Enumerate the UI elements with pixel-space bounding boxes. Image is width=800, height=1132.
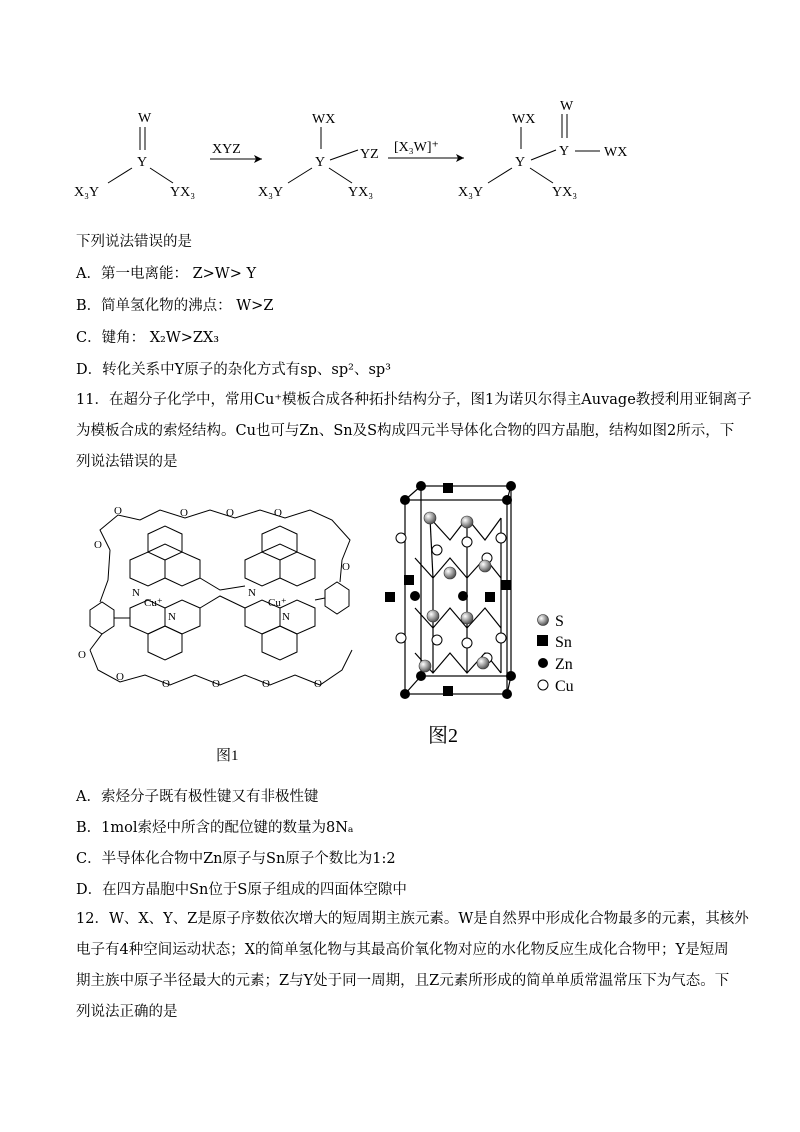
q10-option-b: B．简单氢化物的沸点： W>Z xyxy=(76,298,274,314)
fig1-n-4: N xyxy=(282,611,290,623)
legend-zn: Zn xyxy=(555,656,573,673)
mol3-top-right: W xyxy=(560,99,574,114)
fig1-o-6: O xyxy=(342,561,350,573)
figure2-caption: 图2 xyxy=(428,725,458,747)
q12-line-3: 期主族中原子半径最大的元素；Z与Y处于同一周期，且Z元素所形成的简单单质常温常压下为气态。下 xyxy=(76,973,730,989)
fig1-cu-2: Cu⁺ xyxy=(268,597,287,609)
q10-option-d: D．转化关系中Y原子的杂化方式有sp、sp²、sp³ xyxy=(76,362,391,378)
q12-line-4: 列说法正确的是 xyxy=(76,1004,178,1020)
fig1-o-8: O xyxy=(116,671,124,683)
mol3-mid: Y xyxy=(559,144,570,159)
fig1-o-2: O xyxy=(180,507,188,519)
q11-line-2: 为模板合成的索烃结构。Cu也可与Zn、Sn及S构成四元半导体化合物的四方晶胞，结构如图2所示，下 xyxy=(76,423,735,439)
mol2-top: WX xyxy=(312,112,336,127)
figure1-catenane xyxy=(70,490,370,710)
fig1-o-4: O xyxy=(274,507,282,519)
mol1-right: YX₃ xyxy=(170,185,196,200)
q10-option-a: A．第一电离能： Z>W> Y xyxy=(76,266,257,282)
q11-line-1: 11．在超分子化学中，常用Cu⁺模板合成各种拓扑结构分子，图1为诺贝尔得主Auvage教授利用亚铜离子 xyxy=(76,392,752,408)
mol3-right: YX₃ xyxy=(552,185,578,200)
q11-option-c: C．半导体化合物中Zn原子与Sn原子个数比为1:2 xyxy=(76,851,396,867)
fig1-o-10: O xyxy=(212,678,220,690)
fig1-o-11: O xyxy=(262,678,270,690)
legend-cu: Cu xyxy=(555,678,574,695)
q11-option-b: B．1mol索烃中所含的配位键的数量为8Nₐ xyxy=(76,820,354,836)
fig1-o-12: O xyxy=(314,678,322,690)
mol1-center: Y xyxy=(137,155,148,170)
arrow1-reagent: XYZ xyxy=(212,142,241,157)
fig1-o-1: O xyxy=(114,505,122,517)
legend-sn: Sn xyxy=(555,634,572,651)
q10-option-c: C．键角： X₂W>ZX₃ xyxy=(76,330,220,346)
mol2-center: Y xyxy=(315,155,326,170)
mol2-right: YX₃ xyxy=(348,185,374,200)
q11-line-3: 列说法错误的是 xyxy=(76,454,178,470)
arrow2-reagent: [X₃W]⁺ xyxy=(394,140,439,155)
q12-line-2: 电子有4种空间运动状态；X的简单氢化物与其最高价氧化物对应的水化物反应生成化合物甲；Y是短周 xyxy=(76,942,729,958)
figure2-unit-cell xyxy=(375,478,595,708)
mol1-top: W xyxy=(138,111,152,126)
legend-s: S xyxy=(555,613,564,630)
q10-stem: 下列说法错误的是 xyxy=(76,234,192,250)
q11-option-a: A．索烃分子既有极性键又有非极性键 xyxy=(76,789,319,805)
mol3-top-left: WX xyxy=(512,112,536,127)
fig1-o-5: O xyxy=(94,539,102,551)
figure1-caption: 图1 xyxy=(216,748,239,764)
fig1-o-3: O xyxy=(226,507,234,519)
mol3-mid-sub: WX xyxy=(604,145,628,160)
q11-option-d: D．在四方晶胞中Sn位于S原子组成的四面体空隙中 xyxy=(76,882,407,898)
mol2-left: X₃Y xyxy=(258,185,284,200)
mol2-sub: YZ xyxy=(360,147,379,162)
fig1-n-1: N xyxy=(132,587,140,599)
fig1-n-3: N xyxy=(248,587,256,599)
mol1-left: X₃Y xyxy=(74,185,100,200)
fig1-n-2: N xyxy=(168,611,176,623)
mol3-left: X₃Y xyxy=(458,185,484,200)
fig1-o-9: O xyxy=(162,678,170,690)
fig1-cu-1: Cu⁺ xyxy=(144,597,163,609)
fig1-o-7: O xyxy=(78,649,86,661)
reaction-scheme xyxy=(0,0,800,220)
mol3-center: Y xyxy=(515,155,526,170)
q12-line-1: 12．W、X、Y、Z是原子序数依次增大的短周期主族元素。W是自然界中形成化合物最多的元素，其核外 xyxy=(76,911,749,927)
